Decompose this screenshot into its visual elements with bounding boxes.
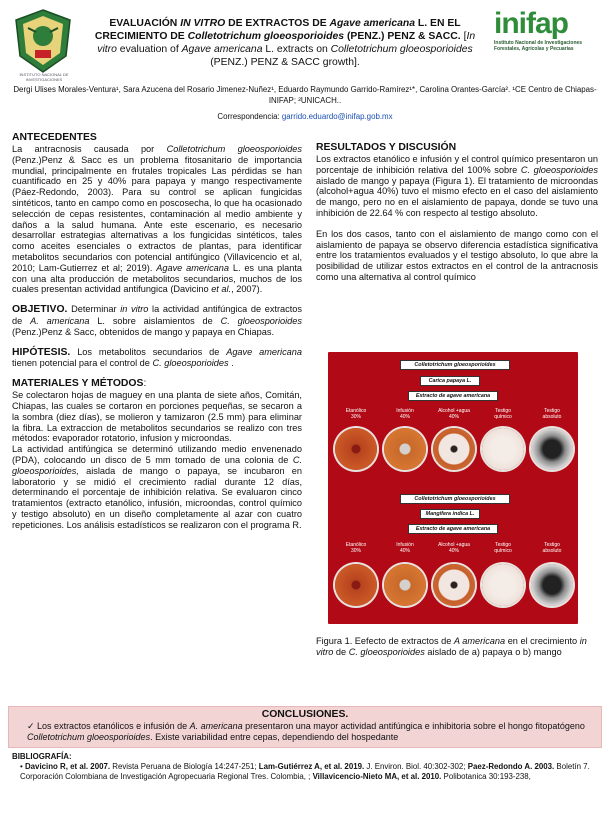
heading-antecedentes: ANTECEDENTES [12,132,97,143]
right-column [316,142,598,292]
hipotesis-text: HIPÓTESIS. Los metabolitos secundarios de Agave americana tienen potencial para el control de C. gloeosporioides . [12,346,302,369]
figure-1-caption: Figura 1. Eefecto de extractos de A americana en el crecimiento in vitro de C. gloeosporioides aislado de a) papaya o b) mango [316,636,587,657]
fig-b-petri-dish [531,564,573,606]
fig-b-treatment-label: Testigo absoluto [542,542,562,554]
fig-a-treatment-label: Alcohol +agua 40% [438,408,470,420]
section-bibliografia [12,752,602,782]
fig-b-box-host: Mangifera indica L. [420,509,480,519]
section-materiales [12,378,302,530]
fig-a-treatment-label: Testigo absoluto [542,408,562,420]
figure-1-photo [328,352,578,624]
fig-b-petri-dish [482,564,524,606]
fig-b-box-organism: Colletotrichum gloeosporioides [400,494,510,504]
antecedentes-text: La antracnosis causada por Colletotrichum gloeosporioides (Penz.)Penz & Sacc es un problema fitosanitario de importancia mundial, principalmente en frutales tropicales Las pérdidas se han cuantificado en 25 y 40% para papaya y mango respectivamente (Páez-Redondo, 2003). Para su control se aplican fungicidas sintéticos, tanto en campo como en poscosecha, lo que ha ocasionado selección de cepas resistentes, contaminación al medio ambiente y daños a la salud humana. Ante este escenario, es necesario desarrollar estrategias alternativas a los fungicidas sintéticos, tales como aceites esenciales o extractos de plantas, para identificar metabolitos secundarios con potencial antifúngico (Villavicencio et al, 2010; Lam-Gutierrez et al; 2019). Agave americana L. es una planta con una alta producción de metabolitos secundarios, muchos de los cuales presentan actividad antifungica (Davicino et al., 2007). [12,144,303,295]
inifap-subtitle: Instituto Nacional de Investigaciones Forestales, Agrícolas y Pecuarias [494,40,583,52]
fig-a-petri-dish [384,428,426,470]
fig-a-petri-dish [335,428,377,470]
fig-b-box-extract: Extracto de agave americana [408,524,498,534]
fig-a-petri-dish [433,428,475,470]
fig-a-treatment-label: Infusión 40% [396,408,414,420]
fig-a-petri-dish [531,428,573,470]
section-conclusiones [8,706,602,748]
poster-header [0,0,610,105]
fig-b-treatment-label: Infusión 40% [396,542,414,554]
fig-b-petri-dish [384,564,426,606]
fig-a-box-host: Carica papaya L. [420,376,480,386]
correspondence: Correspondencia: garrido.eduardo@inifap.gob.mx [217,112,393,121]
fig-a-petri-dish [482,428,524,470]
materiales-text-2: La actividad antifúngica se determinó utilizando medio envenenado (PDA), colocando un disco de 5 mm tomado de una colonia de C. gloeosporioides, aislada de mango o papaya, se incubaron en laboratorio y se midió el crecimiento radial durante 12 días, determinando el porcentaje de inhibición relativa. Se evaluaron cinco tratamientos (extracto etanólico, infusión, microondas, control químico y testigo absoluto) en un diseño completamente al azar con cuatro repeticiones. Los análisis estadísticos se realizaron con el programa R. [12,444,302,530]
fig-a-box-extract: Extracto de agave americana [408,391,498,401]
fig-b-treatment-label: Etanólico 30% [345,542,367,554]
bullet-icon: • [20,762,23,771]
section-resultados [316,142,598,283]
heading-materiales: MATERIALES Y MÉTODOS: [12,378,147,390]
bibliografia-entry: • Davicino R, et al. 2007. Revista Peruana de Biología 14:247-251; Lam-Gutiérrez A, et al. 2019. J. Environ. Biol. 40:302-302; Paez-Redondo A. 2003. Boletín 7. Corporación Colombiana de Investigación Agropecuaria Regional Tres. Colombia, ; Villavicencio-Nieto MA, et al. 2010. Polibotanica 30:193-238, [20,762,590,781]
left-logo-caption: INSTITUTO NACIONAL DE INVESTIGACIONES [19,72,69,82]
institution-shield-logo [8,6,78,76]
fig-a-treatment-label: Testigo químico [494,408,512,420]
fig-b-treatment-label: Testigo químico [494,542,512,554]
heading-bibliografia: BIBLIOGRAFÍA: [12,752,72,761]
conclusiones-text: ✓ Los extractos etanólicos e infusión de A. americana presentaron una mayor actividad antifúngica e inhibitoria sobre el hongo fitopatógeno Colletotrichum gloeosporioides. Existe variabilidad entre cepas, dependiendo del hospedante [27,721,585,742]
objetivo-text: OBJETIVO. Determinar in vitro la actividad antifúngica de extractos de A. americana L. sobre aislamientos de C. gloeosporioides (Penz.)Penz & Sacc, obtenidos de mango y papaya en Chiapas. [12,304,303,337]
check-icon: ✓ [27,721,35,731]
poster-title: EVALUACIÓN IN VITRO DE EXTRACTOS DE Agave americana L. EN EL CRECIMIENTO DE Colletotrichum gloeosporioides (PENZ.) PENZ & SACC. [In vitro evaluation of Agave americana L. extracts on Colletotrichum gloeosporioides (PENZ.) PENZ & SACC growth]. [94,18,476,68]
heading-conclusiones: CONCLUSIONES. [261,709,349,720]
inifap-logo [494,8,606,52]
section-hipotesis [12,347,302,370]
inifap-wordmark: inifap [494,7,568,40]
author-list: Dergi Ulises Morales-Ventura¹, Sara Azucena del Rosario Jimenez-Nuñez¹, Eduardo Raymundo Garrido-Ramírez¹*, Carolina Orantes-García². ¹CE Centro de Chiapas-INIFAP; ²UNICACH.. [13,85,597,105]
fig-b-petri-dish [335,564,377,606]
heading-resultados: RESULTADOS Y DISCUSIÓN [316,142,457,153]
fig-a-treatment-label: Etanólico 30% [345,408,367,420]
left-column [12,132,302,540]
section-objetivo [12,304,302,337]
resultados-text-1: Los extractos etanólico e infusión y el control químico presentaron un porcentaje de inhibición relativa del 100% sobre C. gloeosporioides aislado de mango y papaya (Figura 1). El tratamiento de microondas (alcohol+agua 40%) tuvo el mismo efecto en el caso del aislamiento de mango, pero no en el aislamiento de papaya, donde se tuvo una inhibición de 22.64 % con respecto al testigo absoluto. [316,154,598,218]
fig-b-petri-dish [433,564,475,606]
materiales-text-1: Se colectaron hojas de maguey en una planta de siete años, Comitán, Chiapas, las cuales se cortaron en porciones pequeñas, se secaron a la sombra (diez días), se molieron y tamizaron (2.5 mm) para eliminar la fibra. La extraccion de metabolitos secundarios se realizo con tres métodos: evaporador rotatorio, infusion y microondas. [12,390,302,444]
fig-b-treatment-label: Alcohol +agua 40% [438,542,470,554]
correspondence-email[interactable]: garrido.eduardo@inifap.gob.mx [281,112,393,121]
fig-a-box-organism: Colletotrichum gloeosporioides [400,360,510,370]
section-antecedentes [12,132,302,295]
resultados-text-2: En los dos casos, tanto con el aislamiento de mango como con el aislamiento de papaya se observo diferencia estadística significativa entre los tratamientos evaluados y el testigo absoluto, lo que abre la posibilidad de utilizar estos extractos en el control de la antracnosis como una alternativa al control químico [316,228,598,282]
